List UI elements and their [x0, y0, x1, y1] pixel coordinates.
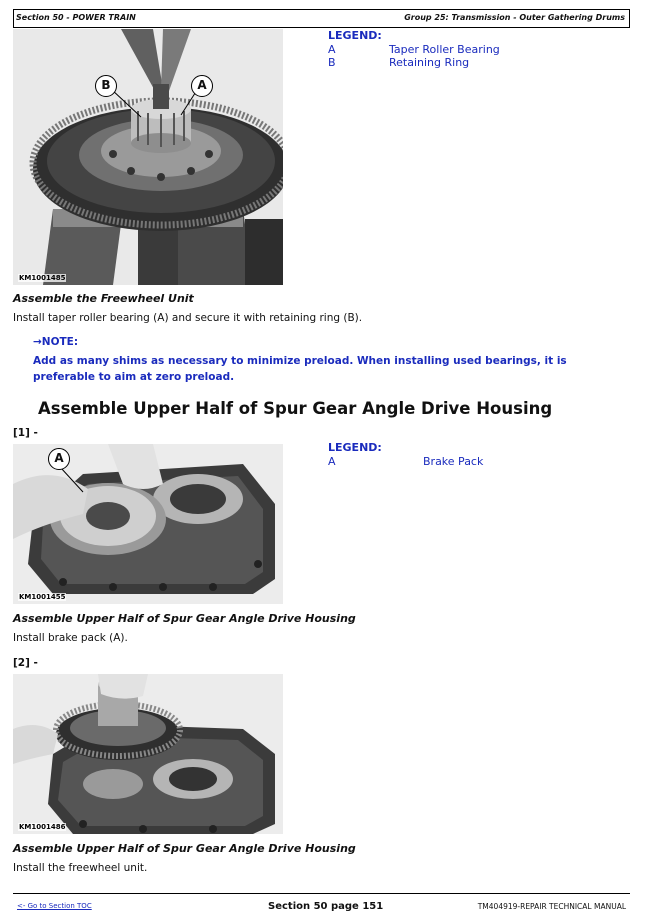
legend-key: B — [328, 56, 336, 69]
figure1-instruction: Install taper roller bearing (A) and secure it with retaining ring (B). — [13, 312, 363, 324]
brake-pack-photo — [13, 444, 283, 604]
step2-instruction: Install the freewheel unit. — [13, 862, 148, 874]
legend-key: A — [328, 455, 336, 468]
callout-b: B — [95, 75, 117, 97]
note-text: Add as many shims as necessary to minimize preload. When installing used bearings, it is preferable to aim at zero preload. — [33, 355, 567, 383]
freewheel-install-photo — [13, 674, 283, 834]
step2-caption: Assemble Upper Half of Spur Gear Angle Drive Housing — [13, 842, 356, 855]
legend-row — [328, 455, 484, 468]
callout-a: A — [48, 448, 70, 470]
step-2-label: [2] - — [13, 657, 38, 669]
section-heading: Assemble Upper Half of Spur Gear Angle Drive Housing — [38, 399, 553, 418]
page-number: Section 50 page 151 — [268, 901, 384, 912]
image-id: KM1001486 — [19, 823, 66, 831]
legend-value: Taper Roller Bearing — [389, 43, 500, 56]
legend-value: Retaining Ring — [389, 56, 470, 69]
legend-step1 — [328, 441, 484, 468]
legend-title: LEGEND: — [328, 29, 382, 42]
image-id: KM1001485 — [19, 274, 66, 282]
callout-a: A — [191, 75, 213, 97]
image-id: KM1001455 — [19, 593, 66, 601]
legend-title: LEGEND: — [328, 441, 382, 454]
manual-title: TM404919-REPAIR TECHNICAL MANUAL — [477, 902, 626, 911]
page-header — [13, 9, 630, 28]
legend-key: A — [328, 43, 336, 56]
freewheel-install-illustration — [13, 674, 283, 834]
footer-rule — [13, 893, 630, 894]
note-label: →NOTE: — [33, 336, 79, 348]
freewheel-photo — [13, 29, 283, 285]
legend-value: Brake Pack — [423, 455, 484, 468]
section-toc-link[interactable]: <- Go to Section TOC — [17, 902, 92, 910]
freewheel-illustration — [13, 29, 283, 285]
figure1-caption: Assemble the Freewheel Unit — [13, 292, 194, 305]
legend-row — [328, 56, 470, 69]
step1-instruction: Install brake pack (A). — [13, 632, 128, 644]
header-section-title: Section 50 - POWER TRAIN — [16, 13, 136, 22]
header-left-rule — [13, 9, 14, 28]
legend-row — [328, 43, 500, 56]
legend-figure1 — [328, 29, 500, 69]
header-group-title: Group 25: Transmission - Outer Gathering Drums — [404, 13, 625, 22]
step1-caption: Assemble Upper Half of Spur Gear Angle Drive Housing — [13, 612, 356, 625]
step-1-label: [1] - — [13, 427, 38, 439]
